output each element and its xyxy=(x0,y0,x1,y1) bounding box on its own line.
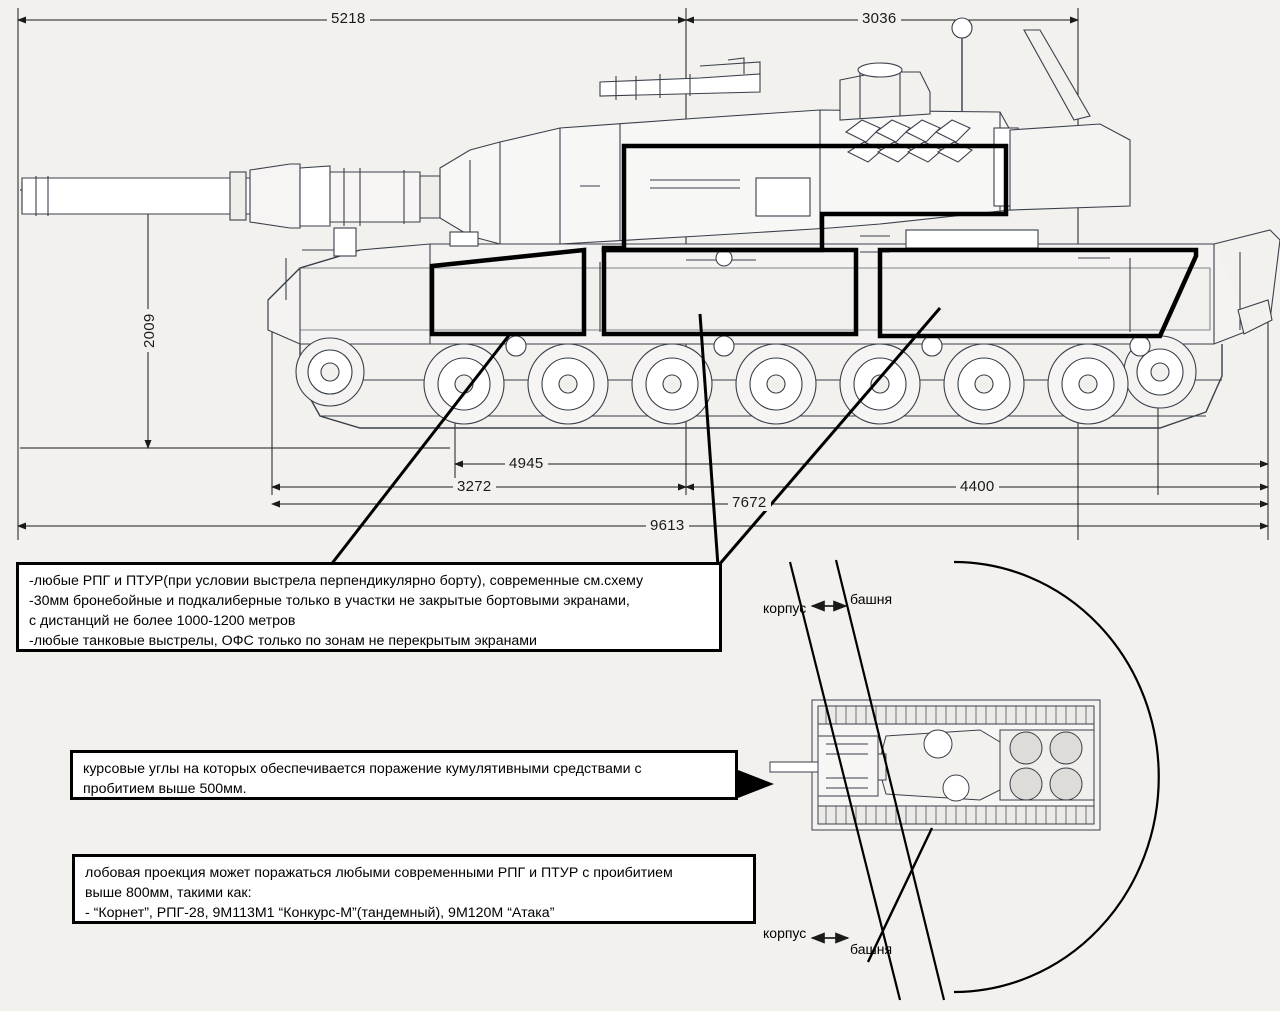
dimension-label-9613: 9613 xyxy=(646,517,689,534)
dimension-label-3036: 3036 xyxy=(858,10,901,27)
callout-line: -30мм бронебойные и подкалиберные только в участки не закрытые бортовыми экранами, xyxy=(29,593,630,609)
angle-label-turret-top: башня xyxy=(850,591,893,607)
angle-label-turret-bottom: башня xyxy=(850,941,893,957)
dimension-label-5218: 5218 xyxy=(327,10,370,27)
dimension-label-2009: 2009 xyxy=(141,309,158,352)
callout-line: курсовые углы на которых обеспечивается поражение кумулятивными средствами с xyxy=(83,761,642,777)
callout-frontal-projection-note xyxy=(72,854,756,924)
leader-lines xyxy=(330,308,940,566)
callout-side-armor-note xyxy=(16,562,722,652)
callout-line: -любые РПГ и ПТУР(при условии выстрела перпендикулярно борту), современные см.схему xyxy=(29,573,644,589)
tank-top-view xyxy=(770,700,1100,830)
callout-line: - “Корнет”, РПГ-28, 9М113М1 “Конкурс-М”(тандемный), 9М120М “Атака” xyxy=(85,905,555,921)
tank-outline xyxy=(22,18,1280,428)
dimension-label-4400: 4400 xyxy=(956,478,999,495)
dimension-label-3272: 3272 xyxy=(453,478,496,495)
dimension-label-7672: 7672 xyxy=(728,494,771,511)
callout-line: лобовая проекция может поражаться любыми современными РПГ и ПТУР с проибитием xyxy=(85,865,673,881)
callout-heading-angles-note xyxy=(70,750,738,800)
callout-line: выше 800мм, такими как: xyxy=(85,885,252,901)
angle-label-hull-bottom: корпус xyxy=(763,925,807,941)
callout-line: -любые танковые выстрелы, ОФС только по зонам не перекрытым экранами xyxy=(29,633,537,649)
dimension-label-4945: 4945 xyxy=(505,455,548,472)
callout-line: пробитием выше 500мм. xyxy=(83,781,247,797)
callout-pointer-arrow xyxy=(738,770,774,798)
angle-label-hull-top: корпус xyxy=(763,600,807,616)
callout-line: с дистанций не более 1000-1200 метров xyxy=(29,613,296,629)
